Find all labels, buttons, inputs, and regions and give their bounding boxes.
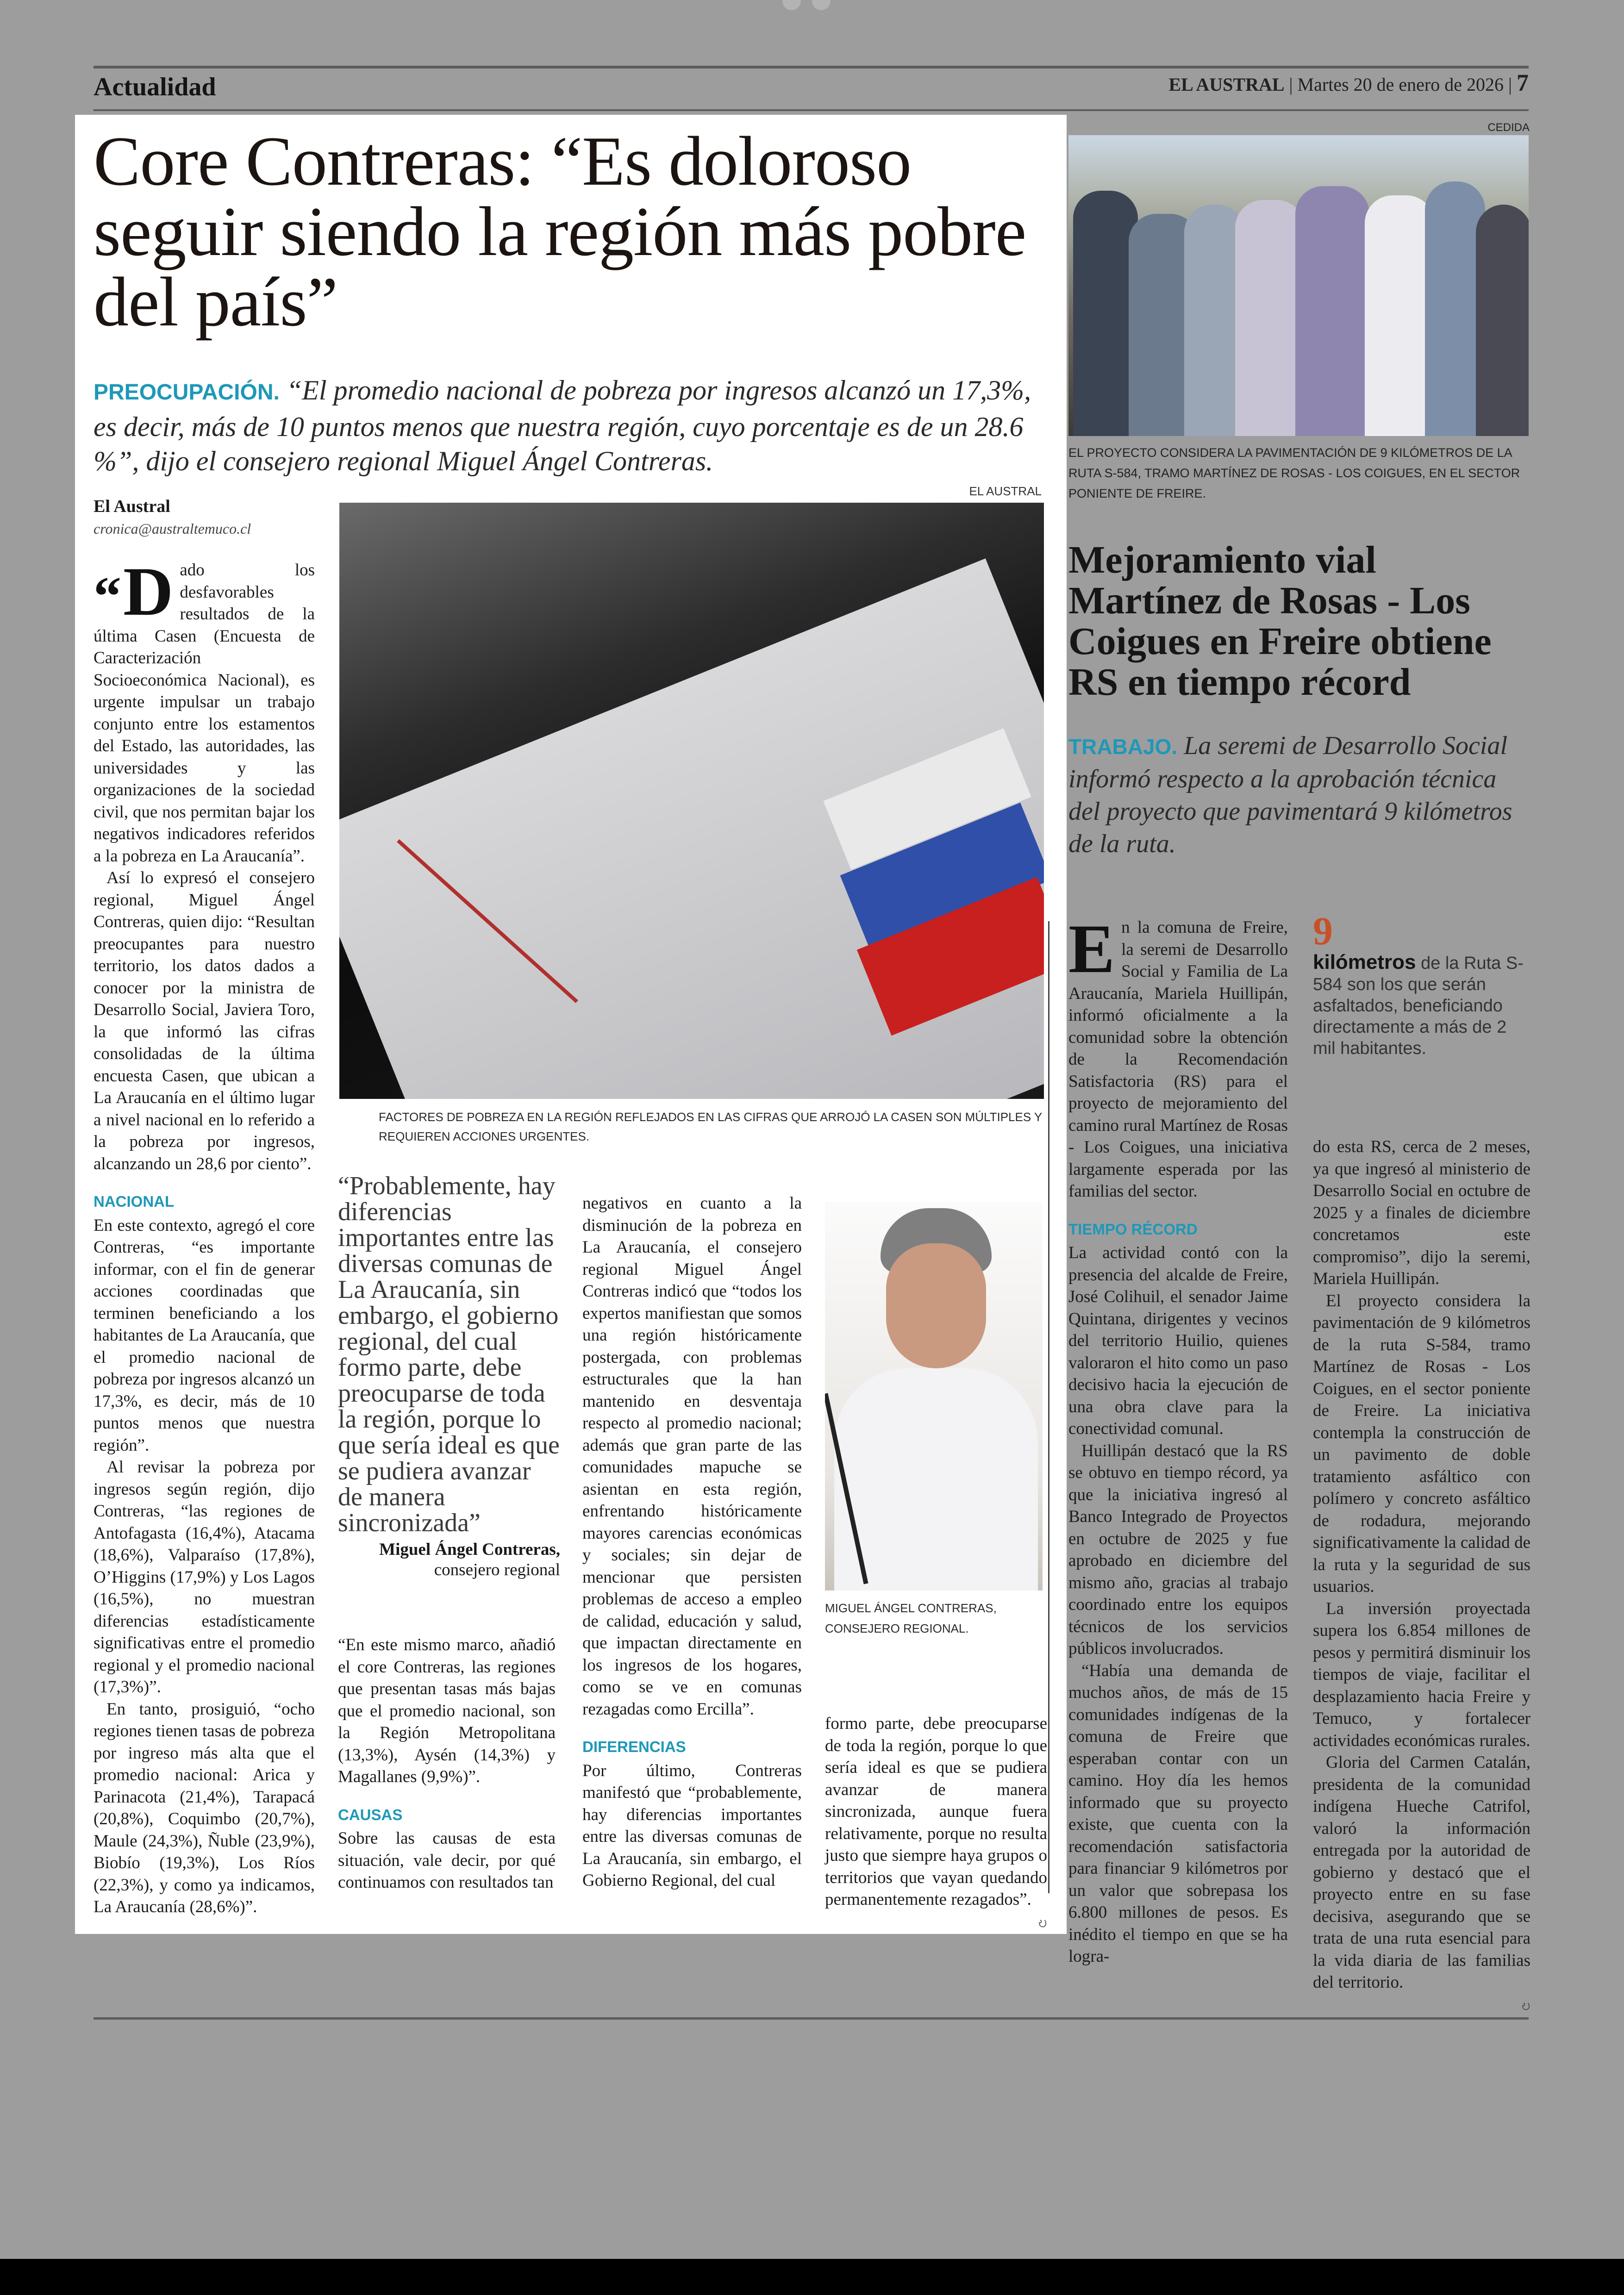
pull-quote-author: Miguel Ángel Contreras, xyxy=(379,1540,560,1559)
body-paragraph: En este contexto, agregó el core Contreras, “es importante informar, con el fin de generar acciones coordinadas que terminen beneficiando a los habitantes de La Araucanía, que el promedio nacional de pobreza por ingresos alcanzó un 17,3%, es decir, más de 10 puntos menos que nuestra región”. xyxy=(94,1216,315,1455)
stat-label: kilómetros xyxy=(1313,951,1416,973)
main-lead-text: “El promedio nacional de pobreza por ingresos alcanzó un 17,3%, es decir, más de 10 puntos menos que nuestra región, cuyo porcentaje es de un 28.6 %”, dijo el consejero regional Miguel Ángel Contreras. xyxy=(94,375,1031,476)
pull-quote-text: “Probablemente, hay diferencias importantes entre las diversas comunas de La Araucanía, sin embargo, el gobierno regional, del cual formo parte, debe preocuparse de toda la región, porque lo que sería ideal es que se pudiera avanzar de manera sincronizada” xyxy=(338,1172,560,1537)
stat-number: 9 xyxy=(1313,909,1333,953)
portrait-face xyxy=(886,1243,986,1368)
body-paragraph: Huillipán destacó que la RS se obtuvo en tiempo récord, ya que la iniciativa ingresó al Banco Integrado de Proyectos en octubre de 2025 y fue aprobado en diciembre del mismo año, gracias al trabajo coordinado entre los equipos técnicos de los servicios públicos involucrados. xyxy=(1068,1441,1288,1658)
end-mark-icon: ဎ xyxy=(1521,1995,1530,2014)
body-paragraph: formo parte, debe preocuparse de toda la región, porque lo que sería ideal es que se pudiera avanzar de manera sincronizada, aunque fuera relativamente, porque no resulta justo que siempre haya grupos o territorios que vayan quedando permanentemente rezagados”. xyxy=(825,1714,1047,1909)
portrait-caption: MIGUEL ÁNGEL CONTRERAS, CONSEJERO REGIONAL. xyxy=(825,1601,997,1635)
byline xyxy=(94,496,251,537)
section-label: Actualidad xyxy=(94,73,216,101)
main-photo-credit: EL AUSTRAL xyxy=(969,484,1042,498)
main-column-4 xyxy=(825,1713,1047,1933)
body-paragraph: “En este mismo marco, añadió el core Contreras, las regiones que presentan tasas más bajas que el promedio nacional, son la Región Metropolitana (13,3%), Aysén (14,3%) y Magallanes (9,9%)”. xyxy=(338,1635,556,1786)
main-photo-caption: FACTORES DE POBREZA EN LA REGIÓN REFLEJADOS EN LAS CIFRAS QUE ARROJÓ LA CASEN SON MÚLTIPLES Y REQUIEREN ACCIONES URGENTES. xyxy=(379,1110,1042,1143)
pull-quote-role: consejero regional xyxy=(434,1560,560,1579)
end-mark-wrap xyxy=(825,1911,1047,1933)
side-lead-text: La seremi de Desarrollo Social informó respecto a la aprobación técnica del proyecto que pavimentará 9 kilómetros de la ruta. xyxy=(1068,731,1512,858)
body-paragraph: do esta RS, cerca de 2 meses, ya que ingresó al ministerio de Desarrollo Social en octubre de 2025 y a finales de diciembre concretamos este compromiso”, dijo la seremi, Mariela Huillipán. xyxy=(1313,1137,1530,1288)
issue-date: Martes 20 de enero de 2026 xyxy=(1297,74,1504,95)
viewer-bottom-bar xyxy=(0,2259,1624,2295)
main-column-2 xyxy=(338,1634,556,1894)
side-column-2 xyxy=(1313,1136,1530,2016)
header-info xyxy=(1168,69,1529,97)
main-column-3 xyxy=(582,1192,802,1892)
footer-rule xyxy=(94,2017,1529,2020)
side-lead xyxy=(1068,730,1527,860)
photo-person xyxy=(1235,200,1305,436)
stat-text: kilómetros de la Ruta S-584 son los que serán asfaltados, beneficiando directamente a más de 2 mil habitantes. xyxy=(1313,951,1524,1058)
main-photo xyxy=(339,503,1044,1099)
header-separator: | xyxy=(1508,74,1517,95)
byline-name: El Austral xyxy=(94,497,170,516)
page-number: 7 xyxy=(1517,70,1529,96)
main-headline: Core Contreras: “Es doloroso seguir siendo la región más pobre del país” xyxy=(94,122,1026,341)
main-kicker: PREOCUPACIÓN. xyxy=(94,380,280,405)
subhead-tiempo-record: TIEMPO RÉCORD xyxy=(1068,1220,1198,1238)
body-paragraph: En tanto, prosiguió, “ocho regiones tienen tasas de pobreza por ingreso más alta que el promedio nacional: Arica y Parinacota (21,4%), Tarapacá (20,8%), Coquimbo (20,7%), Maule (24,3%), Ñuble (23,9%), Biobío (19,3%), Los Ríos (22,3%), y como ya indicamos, La Araucanía (28,6%)”. xyxy=(94,1699,315,1916)
header-bottom-rule xyxy=(94,109,1529,111)
body-paragraph: Por último, Contreras manifestó que “probablemente, hay diferencias importantes entre las diversas comunas de La Araucanía, sin embargo, el Gobierno Regional, del cual xyxy=(582,1761,802,1890)
body-paragraph: Al revisar la pobreza por ingresos según región, dijo Contreras, “las regiones de Antofagasta (16,4%), Atacama (18,6%), Valparaíso (17,8%), O’Higgins (17,9%) y Los Lagos (16,5%), no muestran diferencias estadísticamente significativas entre el promedio regional y el promedio nacional (17,3%)”. xyxy=(94,1458,315,1696)
body-paragraph: Así lo expresó el consejero regional, Miguel Ángel Contreras, quien dijo: “Resultan preocupantes para nuestro territorio, los datos dados a conocer por la ministra de Desarrollo Social, Javiera Toro, la que informó las cifras consolidadas de la última encuesta Casen, que ubican a La Araucanía en el último lugar a nivel nacional en lo referido a la pobreza por ingresos, alcanzando un 28,6 por ciento”. xyxy=(94,868,315,1173)
body-paragraph: “D ado los desfavorables resultados de la última Casen (Encuesta de Caracterización Socioeconómica Nacional), es urgente impulsar un trabajo conjunto entre los estamentos del Estado, las autoridades, las universidades y las organizaciones de la sociedad civil, que nos permitan bajar los negativos indicadores referidos a la pobreza en La Araucanía”. xyxy=(94,553,315,866)
side-photo-credit: CEDIDA xyxy=(1487,121,1530,134)
side-headline: Mejoramiento vial Martínez de Rosas - Los Coigues en Freire obtiene RS en tiempo récord xyxy=(1068,538,1492,704)
side-photo-caption: EL PROYECTO CONSIDERA LA PAVIMENTACIÓN DE 9 KILÓMETROS DE LA RUTA S-584, TRAMO MARTÍNEZ DE ROSAS - LOS COIGUES, EN EL SECTOR PONIENTE DE FREIRE. xyxy=(1068,446,1520,500)
pull-quote-attribution xyxy=(338,1540,560,1580)
portrait-photo xyxy=(825,1202,1043,1590)
body-paragraph: La inversión proyectada supera los 6.854 millones de pesos y permitirá disminuir los tiempos de viaje, facilitar el desplazamiento hacia Freire y Temuco, y fortalecer actividades económicas rurales. xyxy=(1313,1599,1530,1750)
drop-cap: E xyxy=(1068,911,1115,987)
column-divider xyxy=(1048,921,1049,1893)
main-column-1 xyxy=(94,553,315,1918)
page-nav-dots[interactable] xyxy=(782,0,842,11)
portrait-shirt xyxy=(834,1368,1038,1590)
body-paragraph: El proyecto considera la pavimentación de 9 kilómetros de la ruta S-584, tramo Martínez de Rosas - Los Coigues, en el sector poniente de Freire. La iniciativa contempla la construcción de un pavimento de doble tratamiento asfáltico con polímero y concreto asfáltico de rodadura, mejorando significativamente la calidad de la ruta y la seguridad de sus usuarios. xyxy=(1313,1291,1530,1596)
body-paragraph: En la comuna de Freire, la seremi de Desarrollo Social y Familia de La Araucanía, Mariela Huillipán, informó oficialmente a la comunidad sobre la obtención de la Recomendación Satisfactoria (RS) para el proyecto de mejoramiento del camino rural Martínez de Rosas - Los Coigues, una iniciativa largamente esperada por las familias del sector. xyxy=(1068,911,1288,1201)
photo-person xyxy=(1365,195,1434,436)
photo-person xyxy=(1295,186,1369,436)
body-paragraph: negativos en cuanto a la disminución de la pobreza en La Araucanía, el consejero regional Miguel Ángel Contreras indicó que “todos los expertos manifiestan que somos una región históricamente postergada, con problemas estructurales que la han mantenido en desventaja respecto al promedio nacional; además que gran parte de las comunidades mapuche se asientan en esta región, enfrentando históricamente mayores carencias económicas y sociales; sin dejar de mencionar que persisten problemas de acceso a empleo de calidad, educación y salud, que impactan directamente en los ingresos de los hogares, como se ve en comunas rezagadas como Ercilla”. xyxy=(582,1194,802,1719)
byline-email[interactable]: cronica@australtemuco.cl xyxy=(94,520,251,537)
drop-cap: “D xyxy=(94,553,174,630)
subhead-causas: CAUSAS xyxy=(338,1806,403,1823)
end-mark-wrap xyxy=(1313,1994,1530,2016)
body-paragraph: La actividad contó con la presencia del alcalde de Freire, José Colihuil, el senador Jaime Quintana, dirigentes y vecinos del territorio Huilio, quienes valoraron el hito como un paso decisivo hacia la ejecución de una obra clave para la conectividad comunal. xyxy=(1068,1243,1288,1438)
newspaper-name: EL AUSTRAL xyxy=(1168,74,1285,95)
pull-quote xyxy=(338,1173,560,1580)
side-kicker: TRABAJO. xyxy=(1068,735,1178,759)
main-lead xyxy=(94,373,1047,478)
header-top-rule xyxy=(94,66,1529,69)
subhead-diferencias: DIFERENCIAS xyxy=(582,1738,686,1755)
end-mark-icon: ဎ xyxy=(1038,1912,1047,1931)
subhead-nacional: NACIONAL xyxy=(94,1193,175,1210)
body-paragraph: Sobre las causas de esta situación, vale decir, por qué continuamos con resultados tan xyxy=(338,1829,556,1892)
photo-person xyxy=(1073,191,1138,436)
photo-person xyxy=(1476,205,1529,436)
body-paragraph: Gloria del Carmen Catalán, presidenta de la comunidad indígena Hueche Catrifol, valoró la información entregada por la autoridad de gobierno y destacó que el proyecto entre en su fase decisiva, asegurando que se trata de una ruta esencial para la vida diaria de las familias del territorio. xyxy=(1313,1753,1530,1992)
header-separator: | xyxy=(1289,74,1298,95)
side-photo xyxy=(1068,135,1529,436)
body-paragraph: “Había una demanda de muchos años, de más de 15 comunidades indígenas de la comuna de Freire que esperaban contar con un camino. Hoy día les hemos informado que su proyecto existe, que cuenta con la recomendación satisfactoria para financiar 9 kilómetros por un valor que sobrepasa los 6.800 millones de pesos. Es inédito el tiempo en que se ha logra- xyxy=(1068,1661,1288,1966)
side-column-1 xyxy=(1068,911,1288,1968)
stat-box xyxy=(1313,910,1530,1059)
